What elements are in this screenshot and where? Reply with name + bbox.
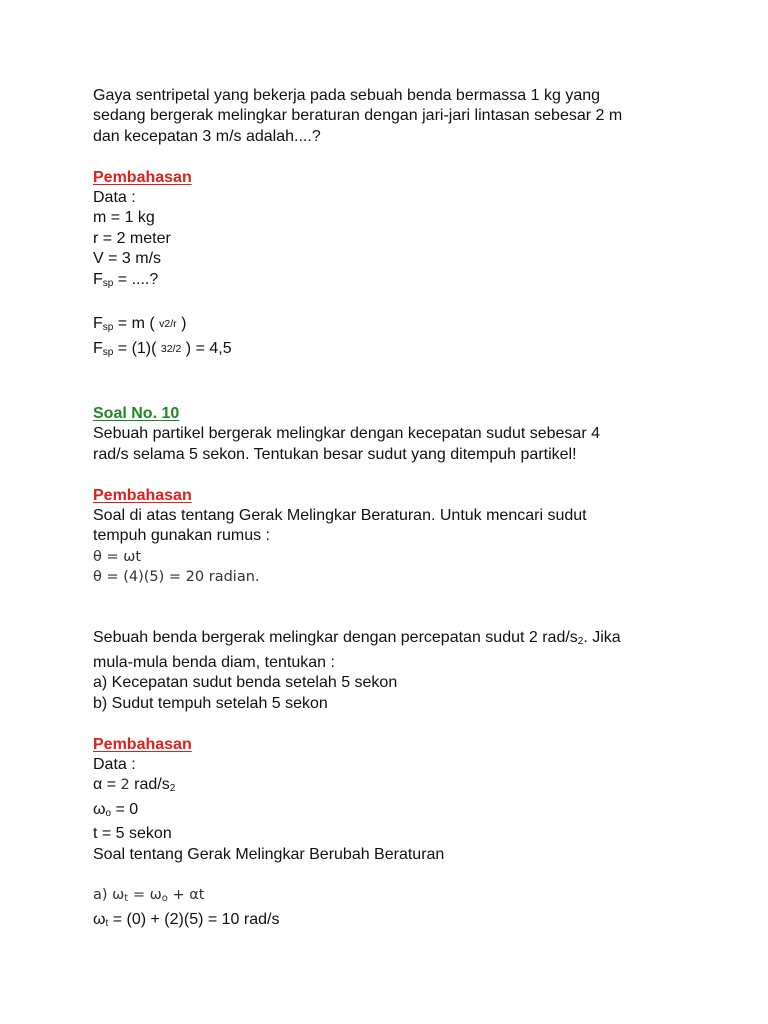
section-heading	[93, 168, 733, 188]
data-alpha: α = 2 rad/$s_2$	[93, 776, 176, 795]
section-heading	[93, 735, 733, 755]
formula-line: θ = (4)(5) = 20 radian.	[93, 569, 260, 586]
question-line: Sebuah benda bergerak melingkar dengan percepatan sudut 2 rad/$s_2$. Jika	[93, 629, 621, 648]
topic-line: Soal tentang Gerak Melingkar Berubah Beraturan	[93, 845, 445, 863]
question-line: sedang bergerak melingkar beraturan dengan jari-jari lintasan sebesar 2 m	[93, 107, 623, 125]
section-heading	[93, 404, 733, 424]
data-fsp-question: $F_{sp}$ = ....?	[93, 270, 159, 289]
question-line: dan kecepatan 3 m/s adalah....?	[93, 127, 321, 145]
question-line: Sebuah partikel bergerak melingkar dengan kecepatan sudut sebesar 4	[93, 425, 600, 443]
explanation-line: tempuh gunakan rumus :	[93, 527, 270, 545]
question-item: b) Sudut tempuh setelah 5 sekon	[93, 694, 328, 712]
pembahasan-heading: Pembahasan	[93, 168, 192, 186]
pembahasan-heading: Pembahasan	[93, 486, 192, 504]
soal-heading: Soal No. 10	[93, 405, 180, 423]
data-time: t = 5 sekon	[93, 825, 172, 843]
data-label: Data :	[93, 189, 136, 207]
formula-line: $\omega_t = (0) + (2)(5) = 10$ rad/s	[93, 910, 280, 929]
formula-line: $F_{sp} = m$ ( v2/r )	[93, 315, 187, 334]
formula-line: a) $\omega_t = \omega_o + \alpha t$	[93, 887, 205, 905]
document-page	[93, 86, 733, 934]
formula-line: θ = ωt	[93, 548, 142, 565]
question-line: Gaya sentripetal yang bekerja pada sebuah benda bermassa 1 kg yang	[93, 87, 601, 104]
formula-line: $F_{sp} = (1)$( 32/2 ) = 4,5	[93, 339, 232, 358]
data-mass: m = 1 kg	[93, 209, 155, 227]
data-omega0: $\omega_o = 0$	[93, 800, 139, 819]
section-heading	[93, 486, 733, 506]
question-line: mula-mula benda diam, tentukan :	[93, 653, 335, 671]
question-item: a) Kecepatan sudut benda setelah 5 sekon	[93, 674, 398, 692]
pembahasan-heading: Pembahasan	[93, 735, 192, 753]
data-label: Data :	[93, 755, 136, 773]
data-velocity: V = 3 m/s	[93, 250, 162, 268]
question-line: rad/s selama 5 sekon. Tentukan besar sudut yang ditempuh partikel!	[93, 445, 577, 463]
explanation-line: Soal di atas tentang Gerak Melingkar Beraturan. Untuk mencari sudut	[93, 507, 587, 525]
data-radius: r = 2 meter	[93, 229, 171, 247]
